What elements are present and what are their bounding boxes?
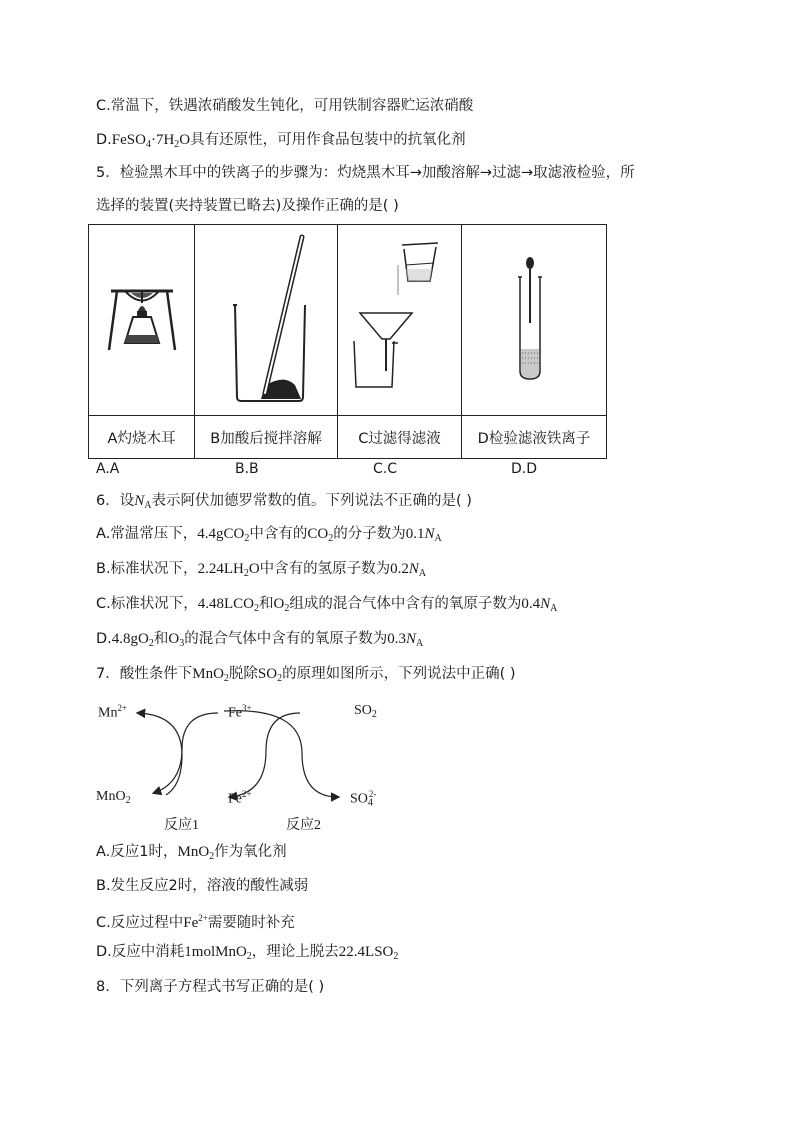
question-6-stem: 6．设$N_A$表示阿伏加德罗常数的值。下列说法不正确的是( ) <box>96 493 472 511</box>
q6-option-a[interactable]: A.常温常压下，4.4gCO$_2$中含有的$CO_2$的分子数为$0.1N_A$ <box>96 526 442 544</box>
burning-apparatus-image <box>89 225 194 415</box>
question-5-line1: 5．检验黑木耳中的铁离子的步骤为：灼烧黑木耳→加酸溶解→过滤→取滤液检验，所 <box>96 165 635 181</box>
caption-a: A灼烧木耳 <box>89 416 195 459</box>
question-7-stem: 7．酸性条件下MnO$_2$脱除$SO_2$的原理如图所示，下列说法中正确( ) <box>96 666 516 684</box>
q7-option-d[interactable]: D.反应中消耗1molMnO$_2$，理论上脱去$22.4LSO_2$ <box>96 944 399 962</box>
q5-choice-a[interactable]: A.A <box>96 461 120 477</box>
beaker-stirring-image <box>195 225 337 415</box>
q5-choice-b[interactable]: B.B <box>235 461 259 477</box>
label-so2: $SO_2$ <box>354 703 377 720</box>
label-reaction-2: 反应2 <box>286 818 321 833</box>
q6-option-c[interactable]: C.标准状况下，$4.48LCO_2$和$O_2$组成的混合气体中含有的氧原子数为$0.4N_A$ <box>96 596 558 614</box>
label-mn2plus: $Mn^{2+}$ <box>98 703 128 721</box>
q6-option-b[interactable]: B.标准状况下，$2.24LH_2O$中含有的氢原子数为$0.2N_A$ <box>96 561 427 579</box>
apparatus-table <box>88 224 607 459</box>
filtration-image <box>338 225 461 415</box>
q5-choice-d[interactable]: D.D <box>511 461 538 477</box>
q5-choice-c[interactable]: C.C <box>373 461 398 477</box>
label-fe2plus: $Fe^{2+}$ <box>228 789 252 807</box>
test-tube-dropper-image <box>462 225 606 415</box>
q7-option-a[interactable]: A.反应1时，MnO$_2$作为氧化剂 <box>96 844 287 862</box>
question-5-line2: 选择的装置(夹持装置已略去)及操作正确的是( ) <box>96 198 399 214</box>
q7-option-c[interactable]: C.反应过程中$Fe^{2+}$需要随时补充 <box>96 913 295 931</box>
label-fe3plus: $Fe^{3+}$ <box>228 703 252 721</box>
q7-option-b[interactable]: B.发生反应2时，溶液的酸性减弱 <box>96 878 309 894</box>
caption-d: D检验滤液铁离子 <box>462 416 607 459</box>
question-8-stem: 8．下列离子方程式书写正确的是( ) <box>96 979 325 995</box>
caption-c: C过滤得滤液 <box>338 416 462 459</box>
option-c-iron-passivation: C.常温下，铁遇浓硝酸发生钝化，可用铁制容器贮运浓硝酸 <box>96 98 474 114</box>
q6-option-d[interactable]: $D.4.8gO_2$和$O_3$的混合气体中含有的氧原子数为$0.3N_A$ <box>96 631 424 649</box>
label-mno2: MnO$_2$ <box>96 789 131 806</box>
option-d-ferrous-sulfate: $D.FeSO_4\cdot 7H_2O$具有还原性，可用作食品包装中的抗氧化剂 <box>96 132 466 150</box>
redox-cycle-diagram <box>90 693 390 833</box>
label-reaction-1: 反应1 <box>164 818 199 833</box>
label-so4: $SO_4^{2-}$ <box>350 789 377 809</box>
caption-b: B加酸后搅拌溶解 <box>195 416 338 459</box>
